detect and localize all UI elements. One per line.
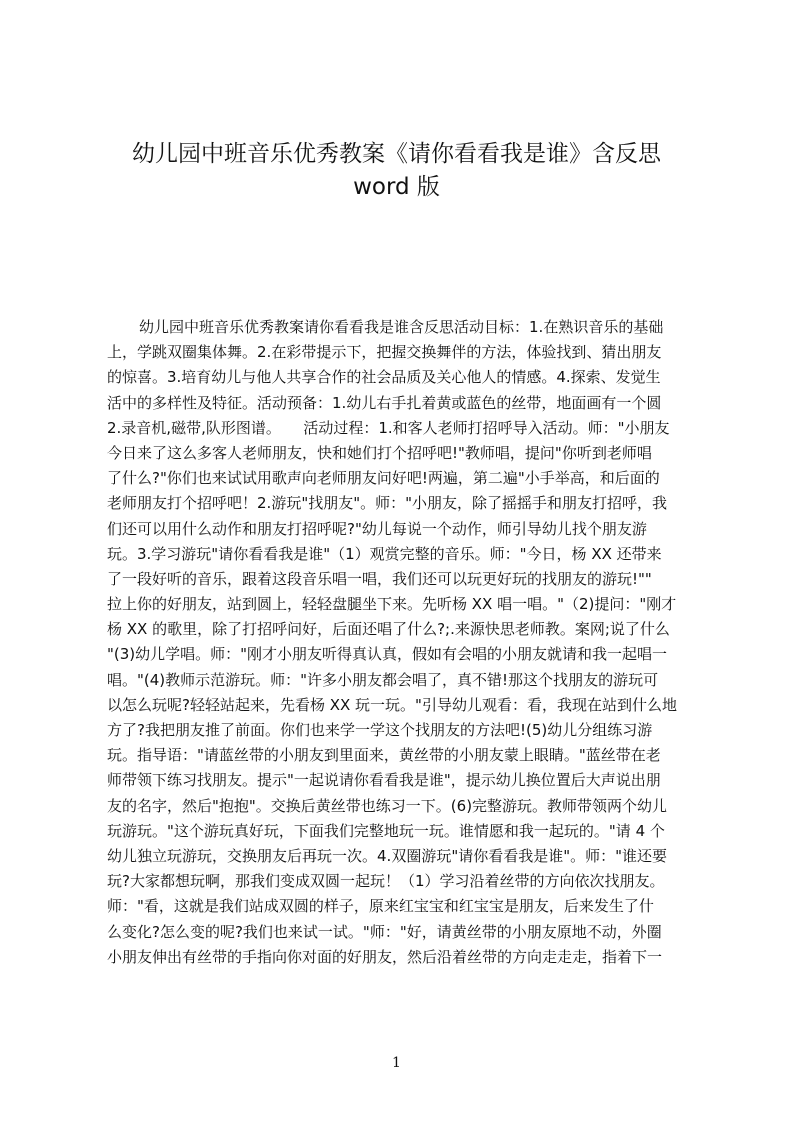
- body-line: 幼儿园中班音乐优秀教案请你看看我是谁含反思活动目标：1.在熟识音乐的基础: [139, 318, 664, 336]
- body-line: 2.录音机,磁带,队形图谱。 活动过程：1.和客人老师打招呼导入活动。师："小朋友: [107, 418, 670, 437]
- body-line: 友的名字，然后"抱抱"。交换后黄丝带也练习一下。(6)完整游玩。教师带领两个幼儿: [107, 796, 668, 815]
- body-line: 们还可以用什么动作和朋友打招呼呢?"幼儿每说一个动作，师引导幼儿找个朋友游: [107, 519, 647, 538]
- body-line: 的惊喜。3.培育幼儿与他人共享合作的社会品质及关心他人的情感。4.探索、发觉生: [107, 368, 661, 387]
- body-line: 师带领下练习找朋友。提示"一起说请你看看我是谁"，提示幼儿换位置后大声说出朋: [107, 771, 661, 790]
- body-line: 么变化?怎么变的呢?我们也来试一试。"师："好，请黄丝带的小朋友原地不动，外圈: [107, 922, 662, 941]
- body-line: 唱。"(4)教师示范游玩。师："许多小朋友都会唱了，真不错!那这个找朋友的游玩可: [107, 670, 659, 689]
- body-line: 小朋友伸出有丝带的手指向你对面的好朋友，然后沿着丝带的方向走走走，指着下一: [107, 947, 663, 966]
- body-line: 玩游玩。"这个游玩真好玩，下面我们完整地玩一玩。谁情愿和我一起玩的。"请 4 个: [107, 821, 665, 840]
- body-line: 老师朋友打个招呼吧！2.游玩"找朋友"。师："小朋友，除了摇摇手和朋友打招呼，我: [107, 494, 668, 513]
- body-line: 今日来了这么多客人老师朋友，快和她们打个招呼吧!"教师唱，提问"你听到老师唱: [107, 443, 652, 462]
- body-line: 了什么?"你们也来试试用歌声向老师朋友问好吧!两遍，第二遍"小手举高，和后面的: [107, 469, 660, 488]
- body-line: 杨 XX 的歌里，除了打招呼问好，后面还唱了什么?;.来源快思老师教。案网;说了什么: [107, 620, 670, 639]
- body-line: 玩?大家都想玩啊，那我们变成双圆一起玩！（1）学习沿着丝带的方向依次找朋友。: [107, 872, 665, 891]
- title-line-2: word 版: [353, 174, 440, 200]
- body-line: 上，学跳双圈集体舞。2.在彩带提示下，把握交换舞伴的方法，体验找到、猜出朋友: [107, 343, 662, 362]
- body-line: 了一段好听的音乐，跟着这段音乐唱一唱，我们还可以玩更好玩的找朋友的游玩!"": [107, 569, 652, 588]
- body-line: 玩。3.学习游玩"请你看看我是谁"（1）观赏完整的音乐。师："今日，杨 XX 还带来: [107, 544, 662, 563]
- title-line-1: 幼儿园中班音乐优秀教案《请你看看我是谁》含反思: [132, 141, 661, 167]
- body-line: "(3)幼儿学唱。师："刚才小朋友听得真认真，假如有会唱的小朋友就请和我一起唱一: [107, 645, 668, 664]
- body-line: 师："看，这就是我们站成双圆的样子，原来红宝宝和红宝宝是朋友，后来发生了什: [107, 897, 654, 916]
- body-line: 玩。指导语："请蓝丝带的小朋友到里面来，黄丝带的小朋友蒙上眼睛。"蓝丝带在老: [107, 746, 661, 765]
- body-line: 活中的多样性及特征。活动预备：1.幼儿右手扎着黄或蓝色的丝带，地面画有一个圆: [107, 393, 662, 412]
- body-line: 幼儿独立玩游玩，交换朋友后再玩一次。4.双圈游玩"请你看看我是谁"。师："谁还要: [107, 846, 668, 865]
- body-line: 以怎么玩呢?轻轻站起来，先看杨 XX 玩一玩。"引导幼儿观看：看，我现在站到什么地: [107, 695, 677, 714]
- document-title: [0, 138, 793, 204]
- body-line: 方了?我把朋友推了前面。你们也来学一学这个找朋友的方法吧!(5)幼儿分组练习游: [107, 721, 653, 739]
- page-number: 1: [392, 1055, 401, 1071]
- body-text: [107, 315, 698, 970]
- body-line: 拉上你的好朋友，站到圆上，轻轻盘腿坐下来。先听杨 XX 唱一唱。"（2)提问："刚才: [107, 595, 677, 614]
